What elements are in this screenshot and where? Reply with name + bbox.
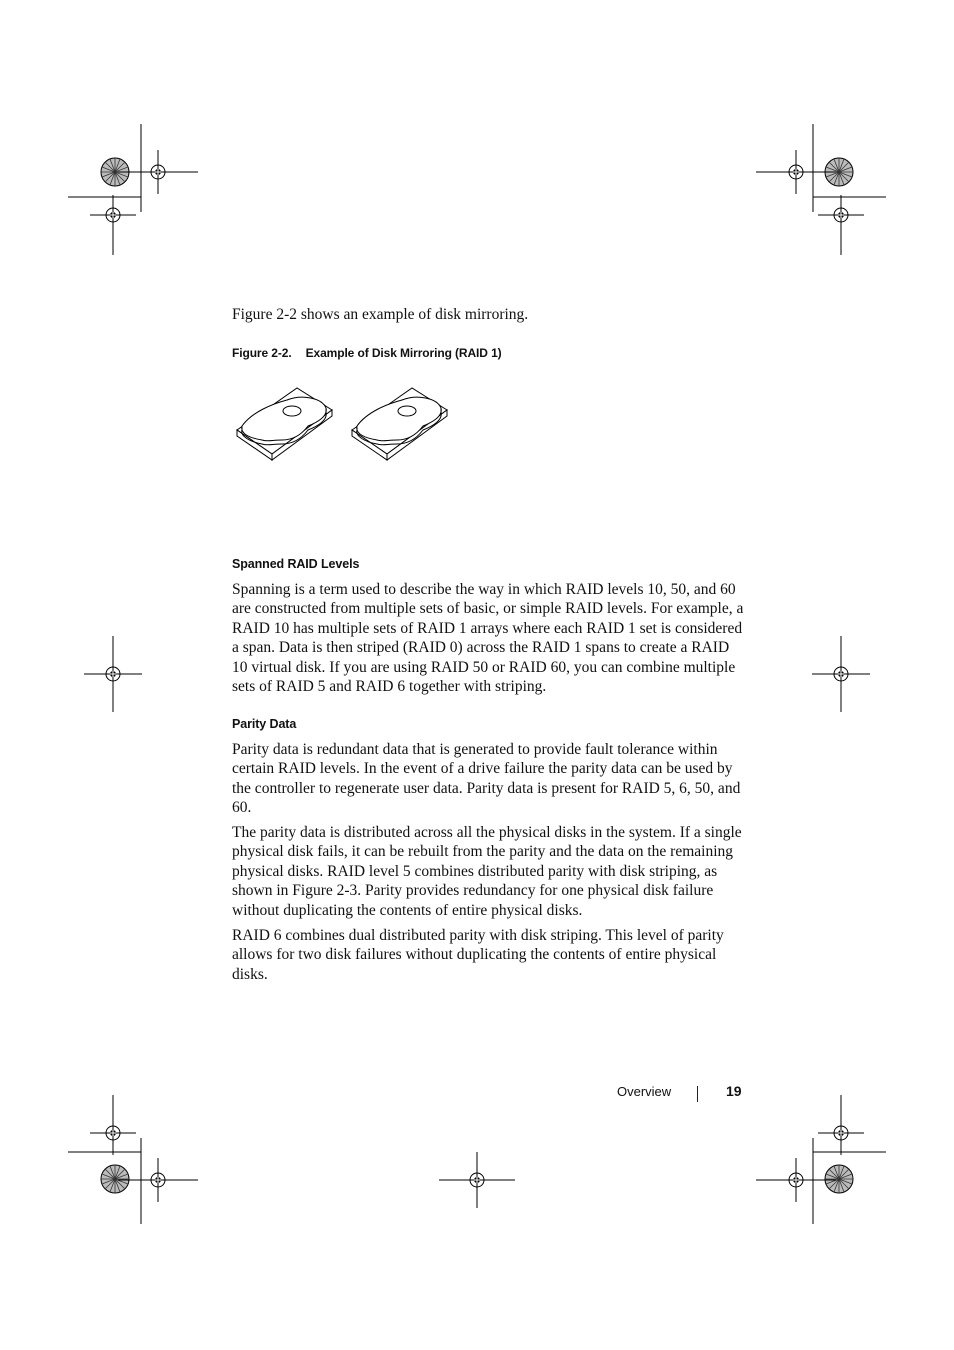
figure-disk-mirroring (232, 378, 462, 468)
figure-number: Figure 2-2. (232, 346, 292, 360)
intro-text: Figure 2-2 shows an example of disk mirroring. (232, 306, 529, 323)
paragraph-parity-distribution: The parity data is distributed across all the physical disks in the system. If a single physical disk fails, it can be rebuilt from the parity and the data on the remaining physical disks. RAID level 5 combines distributed parity with disk striping, as shown in Figure 2-3. Parity provides redundancy for one physical disk failure without duplicating the contents of entire physical disks. (232, 824, 742, 919)
paragraph-spanning: Spanning is a term used to describe the way in which RAID levels 10, 50, and 60 are constructed from multiple sets of basic, or simple RAID levels. For example, a RAID 10 has multiple sets of RAID 1 arrays where each RAID 1 set is considered a span. Data is then striped (RAID 0) across the RAID 1 spans to create a RAID 10 virtual disk. If you are using RAID 50 or RAID 60, you can combine multiple sets of RAID 5 and RAID 6 together with striping. (232, 581, 744, 696)
paragraph-raid6: RAID 6 combines dual distributed parity with disk striping. This level of parity allows for two disk failures without duplicating the contents of entire physical disks. (232, 927, 724, 983)
page-number: 19 (726, 1083, 742, 1099)
paragraph-parity-definition: Parity data is redundant data that is generated to provide fault tolerance within certain RAID levels. In the event of a drive failure the parity data can be used by the controller to regenerate user data. Parity data is present for RAID 5, 6, 50, and 60. (232, 741, 741, 817)
footer-section-name: Overview (617, 1084, 672, 1099)
section-heading-parity-data: Parity Data (232, 717, 297, 731)
footer-separator (697, 1086, 698, 1102)
section-heading-spanned-raid-levels: Spanned RAID Levels (232, 557, 360, 571)
figure-title: Example of Disk Mirroring (RAID 1) (305, 346, 502, 360)
figure-caption (232, 346, 502, 360)
hard-disk-icon (237, 388, 332, 460)
hard-disk-icon (352, 388, 447, 460)
